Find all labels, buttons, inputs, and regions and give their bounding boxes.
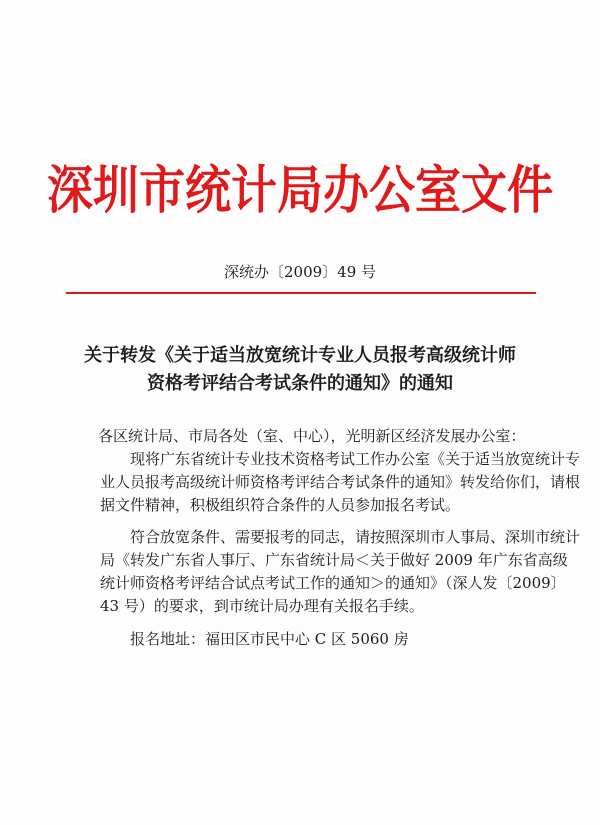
notice-body bbox=[100, 425, 580, 651]
red-divider-line bbox=[66, 292, 536, 294]
notice-title bbox=[0, 342, 600, 398]
paragraph-1: 现将广东省统计专业技术资格考试工作办公室《关于适当放宽统计专业人员报考高级统计师资格考评结合考试条件的通知》转发给你们，请根据文件精神，积极组织符合条件的人员参加报名考试。 bbox=[100, 450, 581, 514]
letterhead-title: 深圳市统计局办公室文件 bbox=[47, 159, 553, 221]
notice-title-line-1: 关于转发《关于适当放宽统计专业人员报考高级统计师 bbox=[84, 345, 516, 366]
addressee: 各区统计局、市局各处（室、中心），光明新区经济发展办公室： bbox=[98, 427, 526, 445]
registration-address: 报名地址：福田区市民中心 C 区 5060 房 bbox=[130, 630, 409, 648]
document-number: 深统办〔2009〕49 号 bbox=[223, 263, 377, 281]
paragraph-2: 符合放宽条件、需要报考的同志，请按照深圳市人事局、深圳市统计局《转发广东省人事厅、广东省统计局＜关于做好 2009 年广东省高级统计师资格考评结合试点考试工作的通知＞的通知》（深人发〔2009〕43 号）的要求，到市统计局办理有关报名手续。 bbox=[100, 528, 581, 615]
notice-title-line-2: 资格考评结合考试条件的通知》的通知 bbox=[147, 373, 453, 394]
